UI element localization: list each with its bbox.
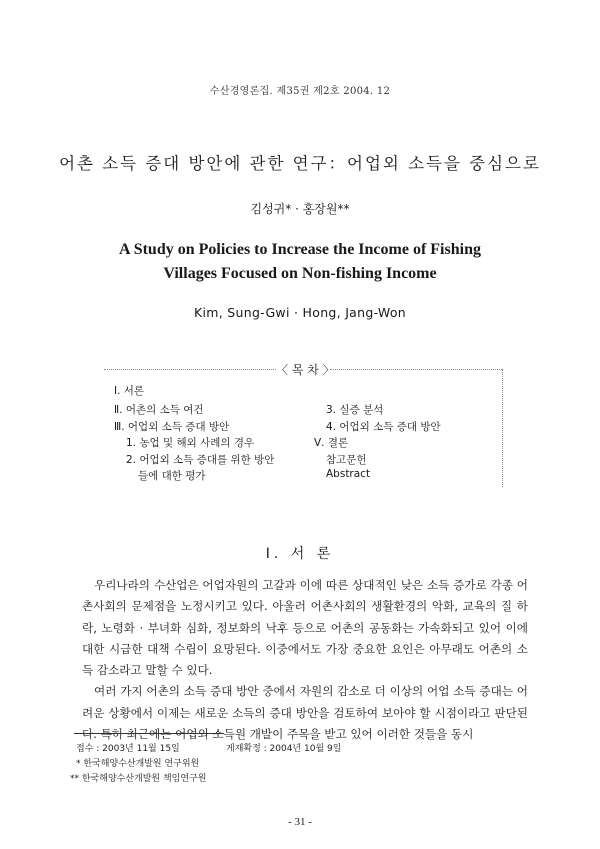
english-title-line-1: A Study on Policies to Increase the Income of Fishing [119,241,481,258]
toc-item-income-policies: Ⅲ. 어업외 소득 증대 방안 [114,421,230,433]
english-title-line-2: Villages Focused on Non-fishing Income [163,265,437,282]
footnote-author-2: ** 한국해양수산개발원 책임연구원 [70,774,207,784]
toc-rule-right [330,369,502,370]
toc-rule-left [104,369,276,370]
footnote-rule [74,733,224,734]
english-authors: Kim, Sung-Gwi · Hong, Jang-Won [193,305,407,320]
toc-item-conclusion: Ⅴ. 결론 [314,437,349,449]
footnote-accepted: 게재확정 : 2004년 10월 9일 [226,744,342,754]
footnote-received: 접수 : 2003년 11월 15일 [76,744,180,754]
toc-item-nonfishing-policies: 4. 어업외 소득 증대 방안 [326,421,441,433]
toc-item-overseas-cases: 1. 농업 및 해외 사례의 경우 [126,437,255,449]
toc-item-policy-evaluation-cont: 들에 대한 평가 [138,470,206,482]
toc-item-empirical-analysis: 3. 실증 분석 [326,404,384,416]
toc-item-intro: Ⅰ. 서론 [114,385,145,397]
toc-item-policy-evaluation: 2. 어업외 소득 증대를 위한 방안 [126,454,275,466]
english-title [0,238,600,286]
paragraph-2: 여러 가지 어촌의 소득 증대 방안 중에서 자원의 감소로 더 이상의 어업 소득 증대는 어려운 상황에서 이제는 새로운 소득의 증대 방안을 검토하여 보아야 할 시점이라고 판단된다. 특히 최근에는 어업외 소득원 개발이 주목을 받고 있어 이러한 것들을 동시 [82,684,528,742]
toc-heading: 〈 목 차 〉 [276,363,335,377]
korean-title: 어촌 소득 증대 방안에 관한 연구：어업외 소득을 중심으로 [59,154,541,173]
section-title: Ⅰ. 서 론 [265,546,335,562]
toc-item-abstract: Abstract [326,468,371,480]
paragraph-1: 우리나라의 수산업은 어업자원의 고갈과 이에 따른 상대적인 낮은 소득 증가로 각종 어촌사회의 문제점을 노정시키고 있다. 아울러 어촌사회의 생활환경의 악화, 교육의 질 하락, 노령화 · 부녀화 심화, 정보화의 낙후 등으로 어촌의 공동화는 가속화되고 있어 이에 대한 시급한 대책 수립이 요망된다. 이중에서도 가장 중요한 요인은 아무래도 어촌의 소득 감소라고 말할 수 있다. [82,578,528,678]
table-of-contents [104,363,503,487]
journal-header: 수산경영론집. 제35권 제2호 2004. 12 [209,86,391,97]
body-text [82,575,528,745]
korean-authors: 김성귀* · 홍장원** [250,202,350,216]
footnote-author-1: * 한국해양수산개발원 연구위원 [76,759,200,769]
page-number: - 31 - [288,816,312,828]
toc-item-income-conditions: Ⅱ. 어촌의 소득 여건 [114,404,204,416]
toc-item-references: 참고문헌 [326,454,367,466]
